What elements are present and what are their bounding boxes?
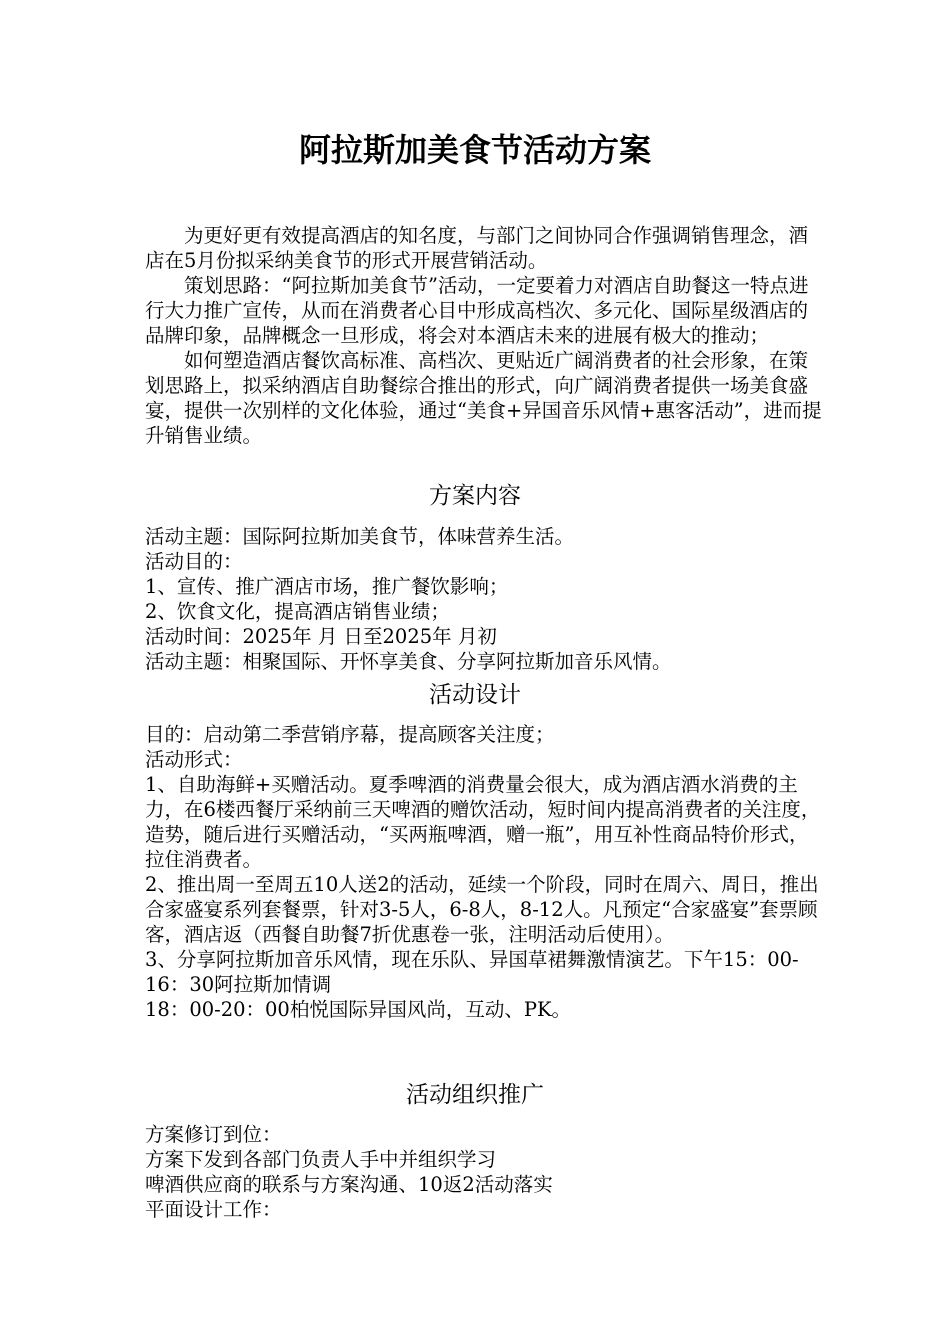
content-paragraph: 2、推出周一至周五10人送2的活动，延续一个阶段，同时在周六、周日，推出合家盛宴系列套餐票，针对3-5人，6-8人，8-12人。凡预定“合家盛宴”套票顾客，酒店返（西餐自助餐7折优惠卷一张，注明活动后使用）。 bbox=[145, 873, 819, 946]
intro-paragraph: 策划思路：“阿拉斯加美食节”活动，一定要着力对酒店自助餐这一特点进行大力推广宣传，从而在消费者心目中形成高档次、多元化、国际星级酒店的品牌印象，品牌概念一旦形成，将会对本酒店未来的进展有极大的推动； bbox=[145, 274, 809, 347]
content-line: 2、饮食文化，提高酒店销售业绩； bbox=[145, 600, 450, 623]
content-line: 活动目的： bbox=[145, 550, 243, 573]
section-content bbox=[145, 722, 825, 1022]
content-line: 目的：启动第二季营销序幕，提高顾客关注度； bbox=[145, 723, 555, 746]
content-line: 1、宣传、推广酒店市场，推广餐饮影响； bbox=[145, 575, 509, 598]
section-heading: 活动设计 bbox=[429, 682, 521, 708]
content-line: 活动主题：相聚国际、开怀享美食、分享阿拉斯加音乐风情。 bbox=[145, 650, 672, 673]
content-paragraph: 3、分享阿拉斯加音乐风情，现在乐队、异国草裙舞激情演艺。下午15：00-16：30阿拉斯加情调 bbox=[145, 948, 799, 996]
content-line: 活动形式： bbox=[145, 748, 243, 771]
section-heading: 方案内容 bbox=[429, 483, 521, 509]
intro-section bbox=[145, 223, 825, 448]
intro-paragraph: 为更好更有效提高酒店的知名度，与部门之间协同合作强调销售理念，酒店在5月份拟采纳美食节的形式开展营销活动。 bbox=[145, 224, 809, 272]
intro-paragraph: 如何塑造酒店餐饮高标准、高档次、更贴近广阔消费者的社会形象，在策划思路上，拟采纳酒店自助餐综合推出的形式，向广阔消费者提供一场美食盛宴，提供一次别样的文化体验，通过“美食+异国音乐风情+惠客活动”，进而提升销售业绩。 bbox=[145, 349, 822, 447]
content-line: 活动时间：2025年 月 日至2025年 月初 bbox=[145, 625, 497, 648]
content-line: 活动主题：国际阿拉斯加美食节，体味营养生活。 bbox=[145, 525, 575, 548]
content-line: 啤酒供应商的联系与方案沟通、10返2活动落实 bbox=[145, 1173, 553, 1196]
content-line: 平面设计工作： bbox=[145, 1198, 282, 1221]
document-title: 阿拉斯加美食节活动方案 bbox=[298, 131, 651, 169]
content-line: 方案修订到位： bbox=[145, 1123, 282, 1146]
content-line: 18：00-20：00柏悦国际异国风尚，互动、PK。 bbox=[145, 998, 572, 1021]
section-heading: 活动组织推广 bbox=[406, 1082, 544, 1108]
section-content bbox=[145, 524, 825, 674]
content-paragraph: 1、自助海鲜+买赠活动。夏季啤酒的消费量会很大，成为酒店酒水消费的主力，在6楼西餐厅采纳前三天啤酒的赠饮活动，短时间内提高消费者的关注度，造势，随后进行买赠活动，“买两瓶啤酒，赠一瓶”，用互补性商品特价形式，拉住消费者。 bbox=[145, 773, 821, 871]
section-content bbox=[145, 1122, 825, 1222]
content-line: 方案下发到各部门负责人手中并组织学习 bbox=[145, 1148, 497, 1171]
